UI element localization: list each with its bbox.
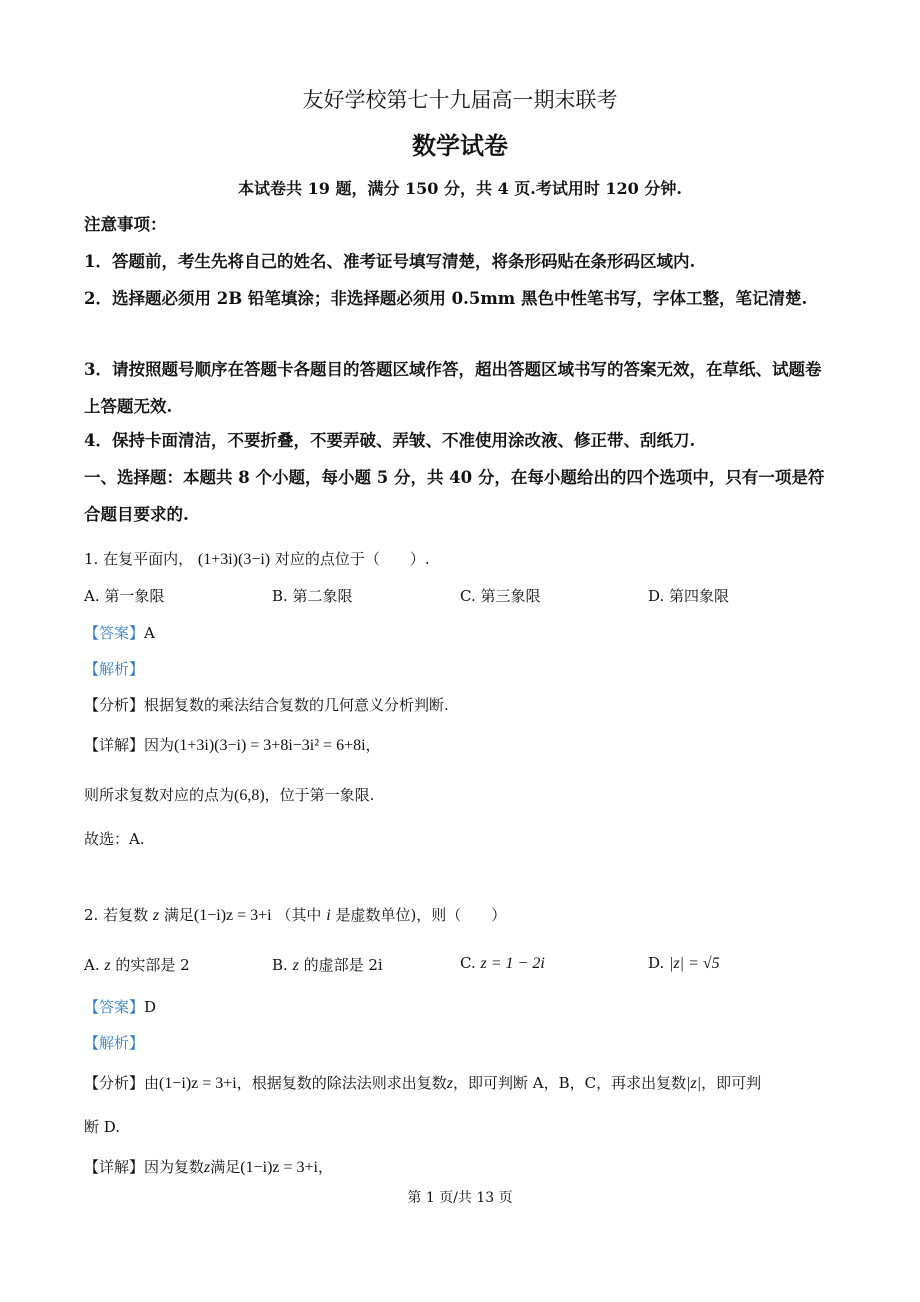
fenxi-tag: 【分析】 [84,696,145,714]
option-a-text: 的实部是 2 [115,956,190,974]
fenxi-text: 根据复数的乘法结合复数的几何意义分析判断. [144,696,449,714]
question-1-suffix: 对应的点位于（ ）. [274,550,430,568]
notice-item-4: 4．保持卡面清洁，不要折叠，不要弄破、弄皱、不准使用涂改液、修正带、刮纸刀. [84,431,696,450]
xiangjie-a: 因为复数 [144,1158,205,1176]
answer-tag: 【答案】 [84,998,145,1016]
question-2-middle: 满足 [163,906,194,924]
question-2-var-z: z [152,907,160,924]
point-line-suffix: ，位于第一象限. [264,786,375,804]
notice-item-2: 2．选择题必须用 2B 铅笔填涂；非选择题必须用 0.5mm 黑色中性笔书写，字体工整，笔记清楚. [84,289,808,308]
option-b-label: B. [272,956,288,974]
fenxi-a: 由 [144,1074,160,1092]
question-2-answer [84,996,156,1017]
fenxi-abs-z: |z| [686,1075,702,1092]
question-2-fenxi [84,1072,761,1093]
answer-tag: 【答案】 [84,624,145,642]
exam-title: 友好学校第七十九届高一期末联考 [302,88,618,112]
xiangjie-z: z [204,1159,211,1176]
question-2-expression: (1−i)z = 3+i [193,907,272,924]
option-d-text: |z| = √5 [669,955,720,972]
fenxi-z: z [446,1075,453,1092]
question-2-var-i: i [326,907,331,924]
xiangjie-suffix: ， [365,736,381,754]
question-1-prefix: 1. 在复平面内， [84,550,194,568]
option-d-label: D. [648,954,665,972]
fenxi-c: ，即可判断 A，B，C，再求出复数 [453,1074,687,1092]
question-2-analysis-tag: 【解析】 [84,1034,145,1052]
question-2-paren-b: 是虚数单位)，则（ ） [335,906,507,924]
option-a-var: z [104,957,111,974]
question-1-stem [84,548,430,569]
question-1-fenxi [84,694,449,715]
page-footer: 第 1 页/共 13 页 [407,1190,513,1206]
subject-title: 数学试卷 [412,131,508,160]
exam-summary: 本试卷共 19 题，满分 150 分，共 4 页.考试用时 120 分钟. [238,179,682,198]
question-2-xiangjie [84,1156,333,1177]
point-line-prefix: 则所求复数对应的点为 [84,786,235,804]
question-1-option-c: C. 第三象限 [460,587,541,605]
question-2-option-b [272,954,383,975]
fenxi-d: ，即可判 [701,1074,762,1092]
question-1-expression: (1+3i)(3−i) [197,551,271,568]
xiangjie-tag: 【详解】 [84,1158,145,1176]
point-coordinates: (6,8) [234,787,265,804]
xiangjie-expression: (1−i)z = 3+i [240,1159,318,1176]
xiangjie-b: 满足 [210,1158,241,1176]
answer-value: D [144,998,157,1016]
fenxi-expression: (1−i)z = 3+i [159,1075,237,1092]
xiangjie-tag: 【详解】 [84,736,145,754]
question-1-choose: 故选：A. [84,830,145,848]
question-2-prefix: 2. 若复数 [84,906,149,924]
question-2-stem [84,904,506,925]
xiangjie-c: ， [318,1158,334,1176]
question-1-option-a: A. 第一象限 [84,587,165,605]
notice-item-3: 3．请按照题号顺序在答题卡各题目的答题区域作答，超出答题区域书写的答案无效，在草纸、试题卷上答题无效. [84,360,822,416]
option-c-text: z = 1 − 2i [480,955,545,972]
question-2-option-d [648,954,720,973]
question-1-analysis-tag: 【解析】 [84,660,145,678]
section-heading: 一、选择题：本题共 8 个小题，每小题 5 分，共 40 分，在每小题给出的四个选项中，只有一项是符合题目要求的. [84,468,825,524]
notice-heading: 注意事项： [84,215,167,234]
fenxi-b: ，根据复数的除法法则求出复数 [236,1074,447,1092]
xiangjie-expression: (1+3i)(3−i) = 3+8i−3i² = 6+8i [174,737,366,754]
option-b-text: 的虚部是 2i [303,956,383,974]
question-1-answer [84,622,155,643]
notice-item-1: 1．答题前，考生先将自己的姓名、准考证号填写清楚，将条形码贴在条形码区域内. [84,252,696,271]
option-c-label: C. [460,954,476,972]
question-1-point-line [84,784,374,805]
question-2-paren-a: （其中 [276,906,322,924]
question-1-option-b: B. 第二象限 [272,587,353,605]
question-2-fenxi-line2: 断 D. [84,1118,121,1136]
answer-value: A [144,624,155,642]
question-1-xiangjie [84,734,381,755]
question-1-option-d: D. 第四象限 [648,587,730,605]
fenxi-tag: 【分析】 [84,1074,145,1092]
option-b-var: z [292,957,299,974]
option-a-label: A. [84,956,100,974]
xiangjie-prefix: 因为 [144,736,175,754]
question-2-option-a [84,954,190,975]
question-2-option-c [460,954,545,973]
